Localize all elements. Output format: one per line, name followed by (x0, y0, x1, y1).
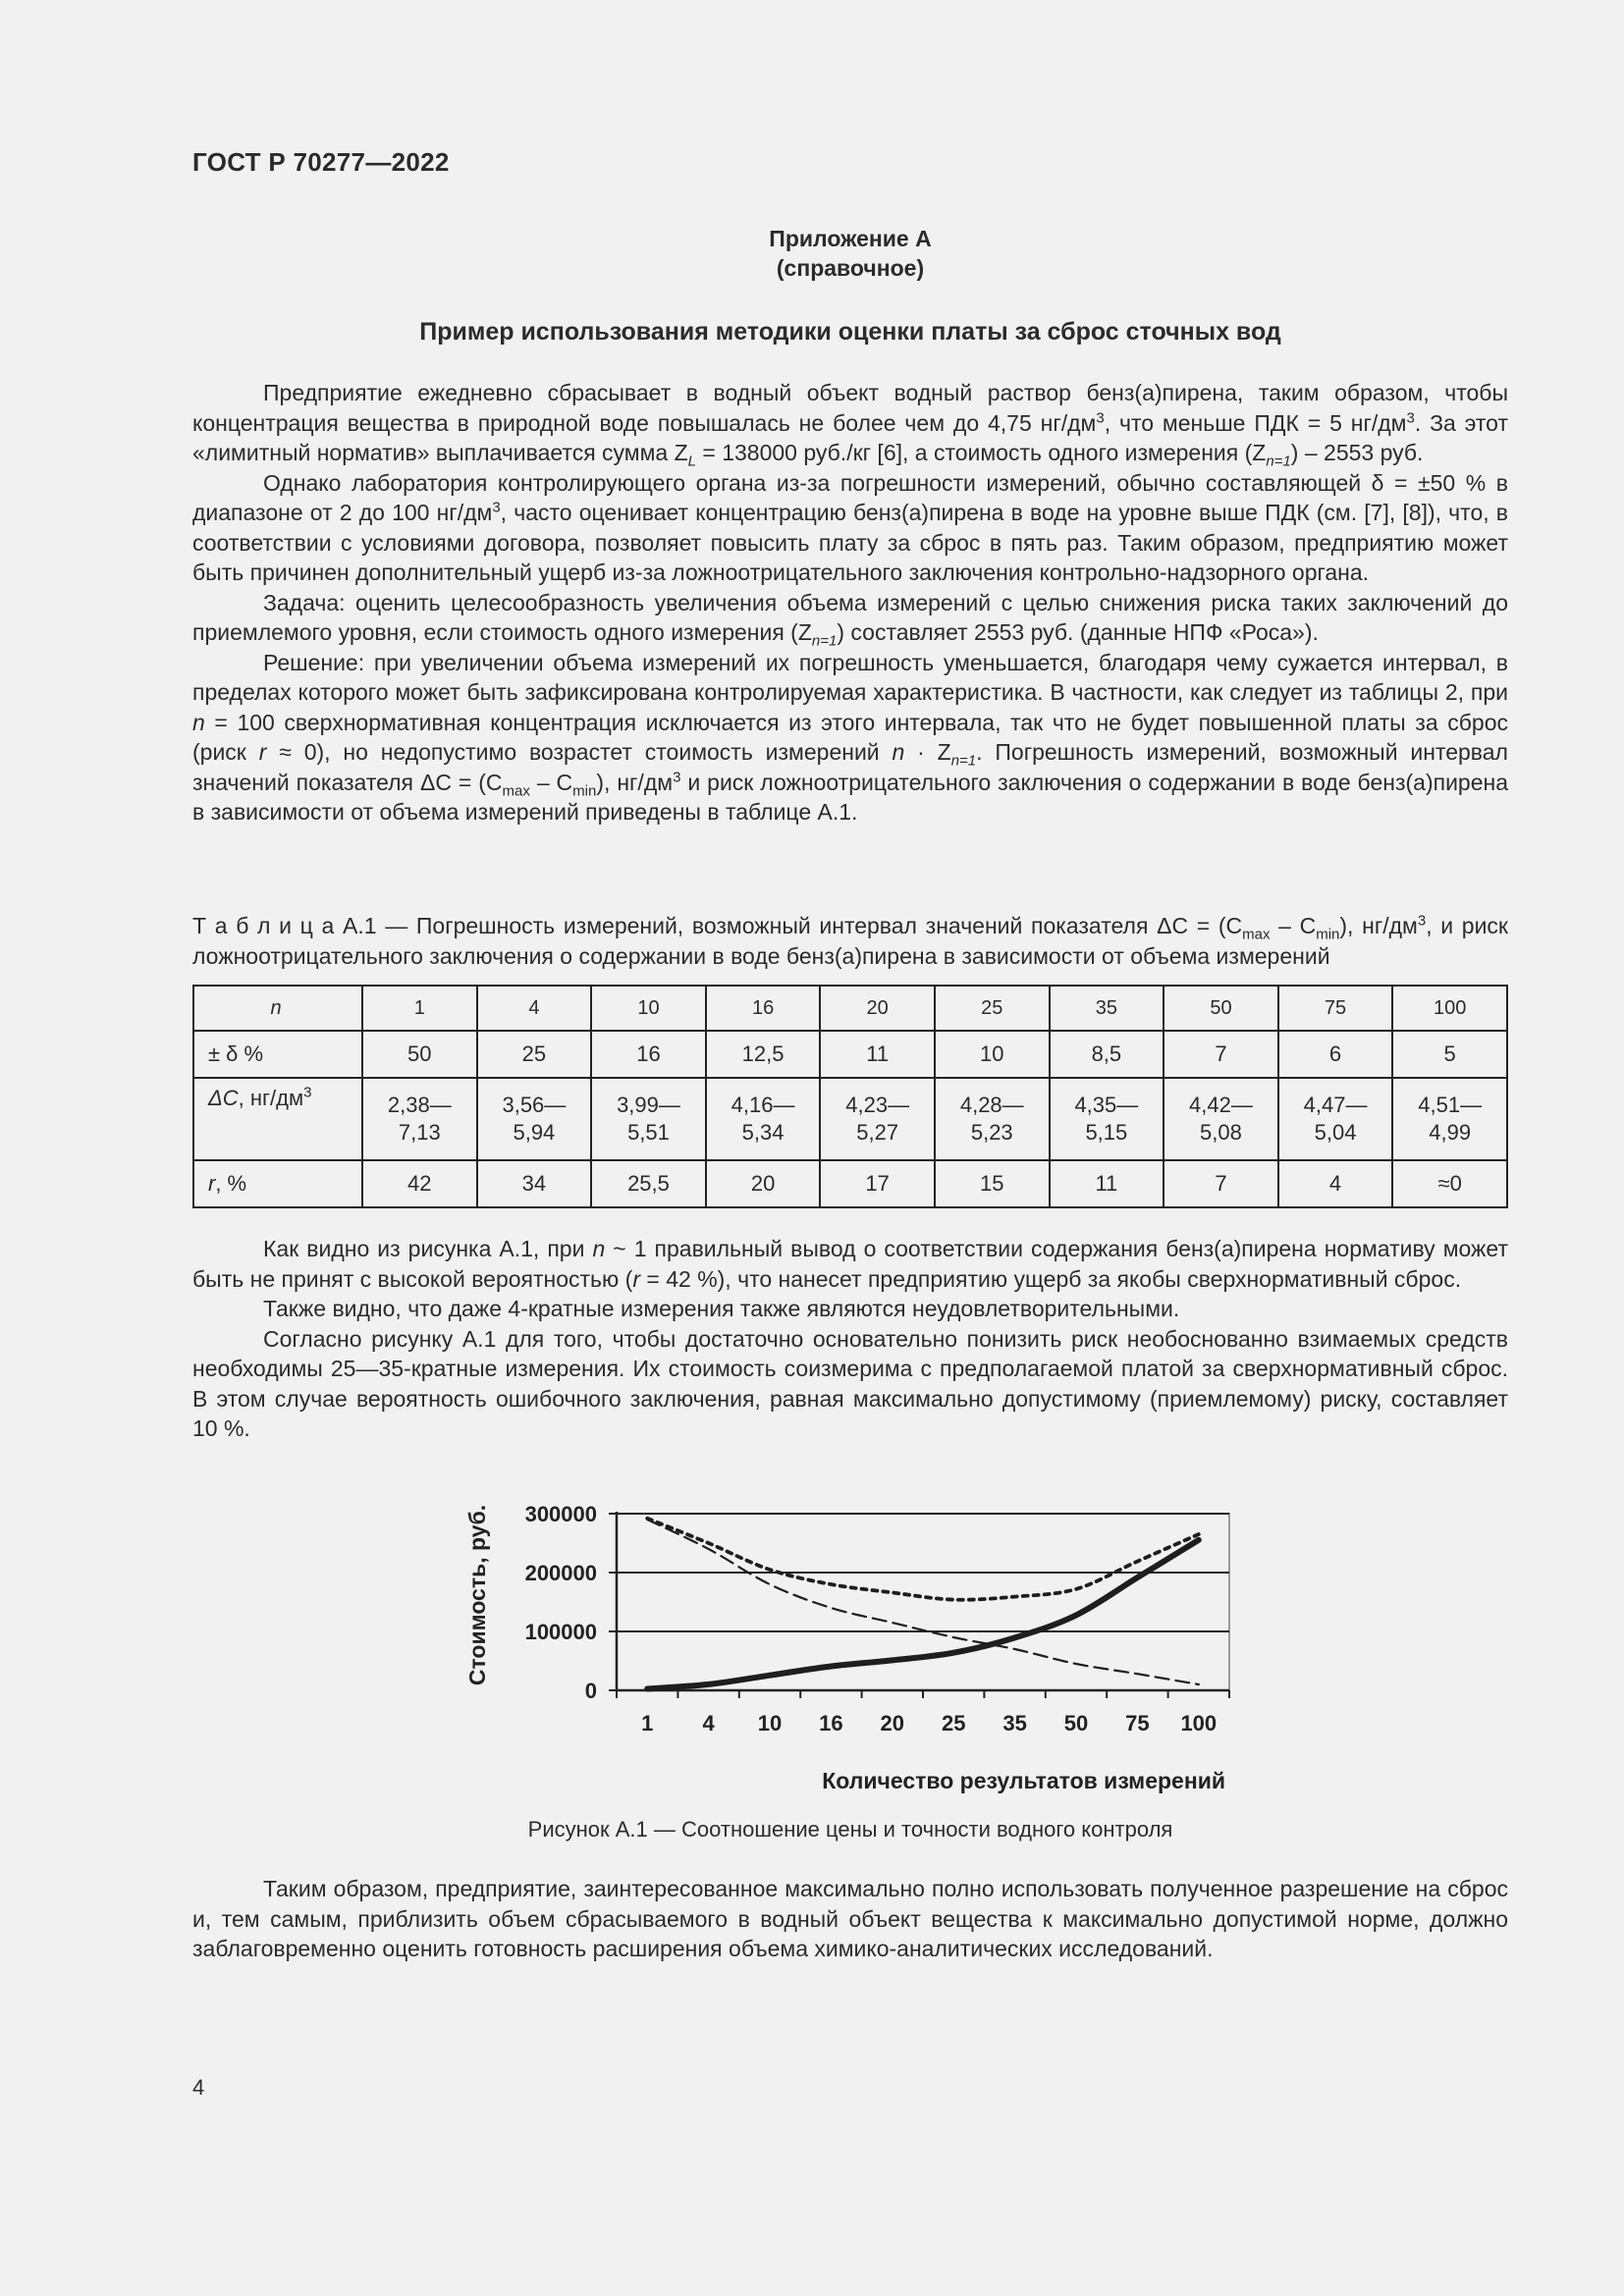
chart-grid (617, 1514, 1229, 1690)
row-label-delta: ± δ % (193, 1031, 362, 1078)
y-tick-label: 0 (584, 1679, 597, 1703)
table-cell: 4,47— 5,04 (1278, 1078, 1393, 1160)
x-tick-label: 25 (941, 1711, 966, 1735)
table-cell: 11 (820, 1031, 935, 1078)
table-cell: 7 (1164, 1160, 1278, 1207)
table-cell: 15 (935, 1160, 1050, 1207)
table-cell: 75 (1278, 986, 1393, 1031)
table-cell: 34 (477, 1160, 592, 1207)
table-cell: 16 (591, 1031, 706, 1078)
x-tick-label: 35 (1002, 1711, 1027, 1735)
paragraph-5: Как видно из рисунка А.1, при n ~ 1 правильный вывод о соответствии содержания бенз(а)пирена нормативу может быть не принят с высокой вероятностью (r = 42 %), что нанесет предприятию ущерб за якобы сверхнормативный сброс. (192, 1236, 1508, 1292)
paragraph-7: Согласно рисунку А.1 для того, чтобы достаточно основательно понизить риск необоснованно взимаемых средств необходимы 25—35-кратные измерения. Их стоимость соизмерима с предполагаемой платой за сверхнормативный сброс. В этом случае вероятность ошибочного заключения, равная максимально допустимому (приемлемому) риску, составляет 10 %. (192, 1325, 1508, 1441)
x-tick-labels (641, 1711, 1217, 1735)
y-tick-label: 200000 (524, 1561, 597, 1585)
table-cell: 6 (1278, 1031, 1393, 1078)
table-cell: 12,5 (706, 1031, 821, 1078)
figure-caption: Рисунок А.1 — Соотношение цены и точности водного контроля (527, 1817, 1173, 1842)
body-text-2 (192, 1234, 1508, 1444)
chart-series (647, 1519, 1199, 1689)
y-tick-label: 100000 (524, 1620, 597, 1644)
x-tick-label: 1 (641, 1711, 654, 1735)
table-cell: 8,5 (1050, 1031, 1164, 1078)
table-cell: 7 (1164, 1031, 1278, 1078)
x-tick-label: 10 (757, 1711, 783, 1735)
table-row-risk (193, 1160, 1507, 1207)
table-row-n (193, 986, 1507, 1031)
table-cell: 4,51— 4,99 (1392, 1078, 1507, 1160)
table-cell: 10 (935, 1031, 1050, 1078)
series-line-dotted (647, 1519, 1199, 1600)
x-tick-label: 100 (1180, 1711, 1218, 1735)
table-cell: 16 (706, 986, 821, 1031)
table-cell: 4 (477, 986, 592, 1031)
data-table (192, 985, 1508, 1208)
row-label-n: n (193, 986, 362, 1031)
table-cell: 4,28— 5,23 (935, 1078, 1050, 1160)
y-axis-label: Стоимость, руб. (464, 1504, 490, 1686)
table-cell: 4,23— 5,27 (820, 1078, 935, 1160)
cost-chart (461, 1497, 1247, 1806)
document-header: ГОСТ Р 70277—2022 (192, 147, 450, 177)
table-cell: 20 (706, 1160, 821, 1207)
table-cell: 11 (1050, 1160, 1164, 1207)
row-label-risk: r, % (193, 1160, 362, 1207)
x-axis-label: Количество результатов измерений (822, 1768, 1225, 1793)
row-label-interval: ΔC, $нг/дм^3$ (193, 1078, 362, 1160)
table-cell: 4,42— 5,08 (1164, 1078, 1278, 1160)
table-cell: 1 (362, 986, 477, 1031)
appendix-type: (справочное) (776, 255, 925, 281)
table-cell: ≈0 (1392, 1160, 1507, 1207)
table-cell: 25,5 (591, 1160, 706, 1207)
y-tick-labels (525, 1502, 597, 1703)
table-cell: 50 (1164, 986, 1278, 1031)
body-text-3 (192, 1874, 1508, 1964)
x-tick-label: 20 (880, 1711, 905, 1735)
table-cell: 25 (935, 986, 1050, 1031)
table-cell: 3,56— 5,94 (477, 1078, 592, 1160)
paragraph-3: Задача: оценить целесообразность увеличения объема измерений с целью снижения риска таких заключений до приемлемого уровня, если стоимость одного измерения $(Z_{n=1})$ составляет 2553 руб. (данные НПФ «Роса»). (192, 589, 1508, 650)
table-cell: 4,35— 5,15 (1050, 1078, 1164, 1160)
table-cell: 100 (1392, 986, 1507, 1031)
table-cell: 50 (362, 1031, 477, 1078)
table-row-delta (193, 1031, 1507, 1078)
x-tick-label: 4 (702, 1711, 715, 1735)
table-cell: 20 (820, 986, 935, 1031)
table-cell: 5 (1392, 1031, 1507, 1078)
body-text-1 (192, 378, 1508, 828)
table-cell: 2,38— 7,13 (362, 1078, 477, 1160)
table-row-interval (193, 1078, 1507, 1160)
paragraph-1: Предприятие ежедневно сбрасывает в водный объект водный раствор бенз(а)пирена, таким образом, чтобы концентрация вещества в природной воде повышалась не более чем до 4,75 $нг/дм^3$, что меньше ПДК = 5 $нг/дм^3$. За этот «лимитный норматив» выплачивается сумма $Z_L = 138000$ руб./кг [6], а стоимость одного измерения $(Z_{n=1}) - 2553$ руб. (192, 380, 1508, 470)
table-cell: 3,99— 5,51 (591, 1078, 706, 1160)
plot-area (617, 1514, 1229, 1690)
x-tick-label: 75 (1125, 1711, 1150, 1735)
table-cell: 42 (362, 1160, 477, 1207)
table-cell: 10 (591, 986, 706, 1031)
paragraph-2: Однако лаборатория контролирующего органа из-за погрешности измерений, обычно составляющей δ = ±50 % в диапазоне от 2 до 100 $нг/дм^3$, часто оценивает концентрацию бенз(а)пирена в воде на уровне выше ПДК (см. [7], [8]), что, в соответствии с условиями договора, позволяет повысить плату за сброс в пять раз. Таким образом, предприятию может быть причинен дополнительный ущерб из-за ложноотрицательного заключения контрольно-надзорного органа. (192, 469, 1508, 585)
x-tick-label: 50 (1063, 1711, 1089, 1735)
table-cell: 4,16— 5,34 (706, 1078, 821, 1160)
table-cell: 4 (1278, 1160, 1393, 1207)
paragraph-6: Также видно, что даже 4-кратные измерения также являются неудовлетворительными. (263, 1296, 1180, 1321)
table-cell: 17 (820, 1160, 935, 1207)
table-caption: Т а б л и ц а А.1 — Погрешность измерений, возможный интервал значений показателя $\Delta C = (C_{max} - C_{min})$, $нг/дм^3$, и риск ложноотрицательного заключения о содержании в воде бенз(а)пирена в зависимости от объема измерений (192, 912, 1508, 969)
paragraph-8: Таким образом, предприятие, заинтересованное максимально полно использовать полученное разрешение на сброс и, тем самым, приблизить объем сбрасываемого в водный объект вещества к максимально допустимой норме, должно заблаговременно оценить готовность расширения объема химико-аналитических исследований. (192, 1876, 1508, 1961)
x-tick-label: 16 (819, 1711, 843, 1735)
table-cell: 35 (1050, 986, 1164, 1031)
paragraph-4: Решение: при увеличении объема измерений их погрешность уменьшается, благодаря чему сужается интервал, в пределах которого может быть зафиксирована контролируемая характеристика. В частности, как следует из таблицы 2, при n = 100 сверхнормативная концентрация исключается из этого интервала, так что не будет повышенной платы за сброс (риск r ≈ 0), но недопустимо возрастет стоимость измерений $n \cdot Z_{n=1}$. Погрешность измерений, возможный интервал значений показателя $\Delta C = (C_{max} - C_{min})$, $нг/дм^3$ и риск ложноотрицательного заключения о содержании в воде бенз(а)пирена в зависимости от объема измерений приведены в таблице А.1. (192, 649, 1508, 825)
appendix-title: Пример использования методики оценки платы за сброс сточных вод (419, 318, 1281, 346)
appendix-label: Приложение А (769, 226, 932, 251)
y-tick-label: 300000 (524, 1502, 597, 1526)
table-cell: 25 (477, 1031, 592, 1078)
page-number: 4 (192, 2075, 205, 2100)
